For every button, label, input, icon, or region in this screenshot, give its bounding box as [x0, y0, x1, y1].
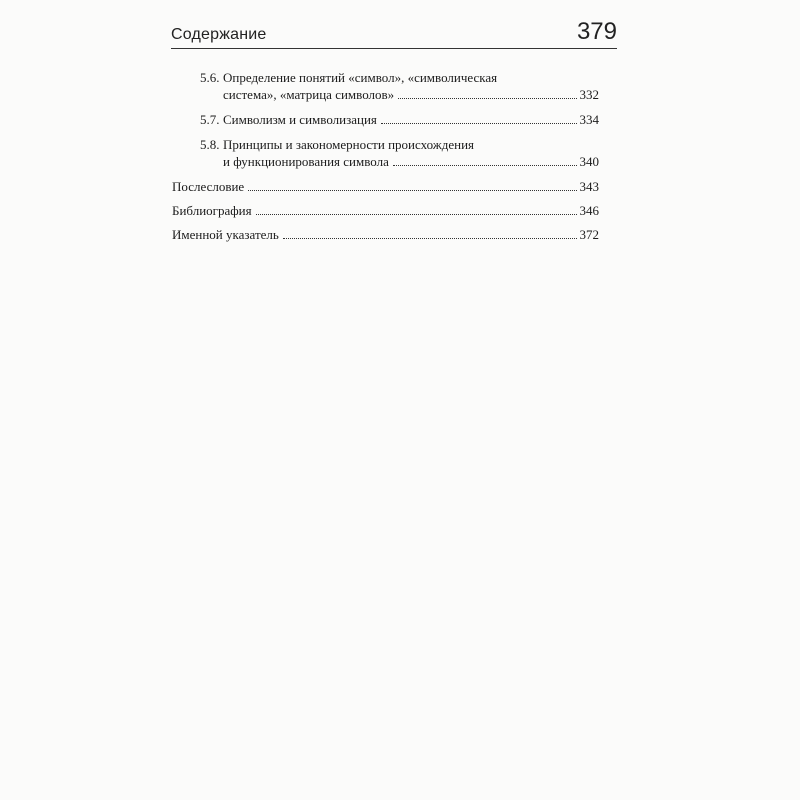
toc-entry-number: 5.8. [200, 137, 220, 152]
dot-leader [248, 190, 576, 191]
toc-entry-title-line: и функционирования символа [223, 154, 389, 169]
toc-entry-title-line: Принципы и закономерности происхождения [223, 137, 475, 152]
toc-entry-5-6[interactable] [172, 69, 599, 103]
toc-entry-page: 334 [579, 112, 599, 127]
toc-entry-page: 332 [579, 87, 599, 102]
table-of-contents [172, 69, 599, 250]
toc-entry-number: 5.6. [200, 70, 220, 85]
toc-entry-title-line: Послесловие [172, 179, 245, 194]
section-title: Содержание [171, 26, 267, 43]
toc-entry-title-line: Определение понятий «символ», «символическая [223, 70, 498, 85]
toc-entry-name-index[interactable] [172, 226, 599, 243]
toc-entry-afterword[interactable] [172, 178, 599, 195]
toc-entry-title-line: система», «матрица символов» [223, 87, 395, 102]
toc-entry-bibliography[interactable] [172, 202, 599, 219]
toc-entry-number: 5.7. [200, 112, 220, 127]
dot-leader [381, 123, 577, 124]
toc-entry-page: 340 [579, 154, 599, 169]
toc-entry-title-line: Символизм и символизация [223, 112, 377, 127]
toc-entry-5-7[interactable] [172, 111, 599, 128]
toc-entry-page: 372 [579, 227, 599, 242]
toc-entry-title-line: Именной указатель [172, 227, 279, 242]
toc-entry-page: 343 [579, 179, 599, 194]
dot-leader [398, 98, 576, 99]
dot-leader [256, 214, 577, 215]
dot-leader [393, 165, 577, 166]
page-number: 379 [576, 18, 617, 45]
toc-entry-5-8[interactable] [172, 136, 599, 170]
toc-entry-title-line: Библиография [172, 203, 252, 218]
running-head [171, 18, 617, 48]
header-rule [171, 48, 617, 49]
toc-entry-page: 346 [579, 203, 599, 218]
dot-leader [283, 238, 577, 239]
